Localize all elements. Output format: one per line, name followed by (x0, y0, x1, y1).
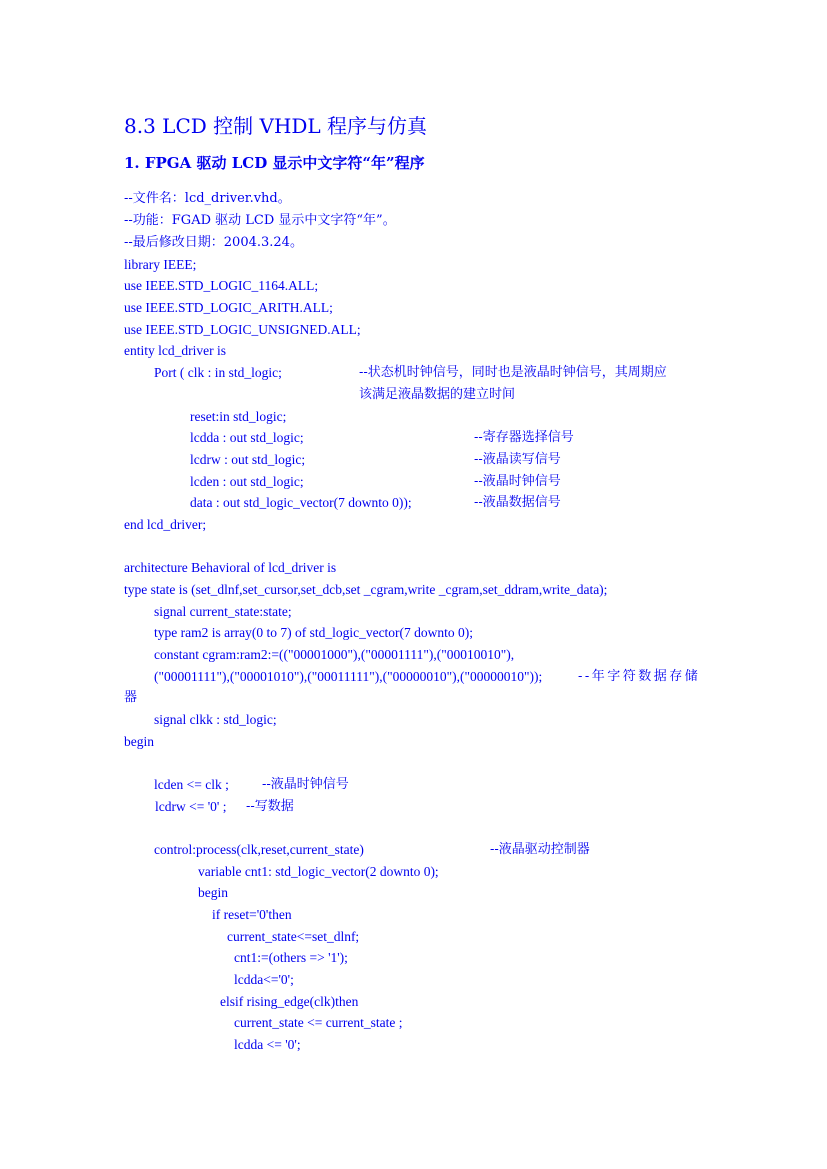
code-comment: --液晶读写信号 (474, 452, 561, 467)
code-line: lcdda<='0'; (234, 972, 294, 987)
code-line: type ram2 is array(0 to 7) of std_logic_vector(7 downto 0); (154, 625, 474, 640)
code-line: current_state <= current_state ; (234, 1015, 403, 1030)
code-line: reset:in std_logic; (190, 409, 287, 424)
code-line: library IEEE; (124, 257, 197, 272)
code-line: cnt1:=(others => '1'); (234, 950, 348, 965)
code-line: ("00001111"),("00001010"),("00011111"),("00000010"),("00000010")); (154, 669, 543, 684)
code-line: data : out std_logic_vector(7 downto 0)); (190, 495, 412, 510)
comment-function: --功能：FGAD 驱动 LCD 显示中文字符“年”。 (124, 213, 396, 228)
code-line: if reset='0'then (212, 907, 292, 922)
code-comment: --年字符数据存储 (578, 669, 701, 684)
code-line: lcden : out std_logic; (190, 474, 304, 489)
code-line: signal current_state:state; (154, 604, 292, 619)
comment-date: --最后修改日期：2004.3.24。 (124, 235, 303, 250)
code-line: lcdrw <= '0' ; (155, 799, 227, 814)
code-line: begin (124, 734, 154, 749)
code-comment: --液晶时钟信号 (474, 474, 561, 489)
code-line: begin (198, 885, 228, 900)
code-line: elsif rising_edge(clk)then (220, 994, 359, 1009)
code-line: use IEEE.STD_LOGIC_ARITH.ALL; (124, 300, 333, 315)
code-line: lcdrw : out std_logic; (190, 452, 306, 467)
code-line: architecture Behavioral of lcd_driver is (124, 560, 337, 575)
code-line: Port ( clk : in std_logic; (154, 365, 282, 380)
code-line: end lcd_driver; (124, 517, 207, 532)
code-line: use IEEE.STD_LOGIC_UNSIGNED.ALL; (124, 322, 361, 337)
code-line: control:process(clk,reset,current_state) (154, 842, 364, 857)
code-comment: --液晶驱动控制器 (490, 842, 590, 857)
code-line: signal clkk : std_logic; (154, 712, 277, 727)
program-heading: 1. FPGA 驱动 LCD 显示中文字符“年”程序 (124, 154, 425, 172)
code-comment: --寄存器选择信号 (474, 430, 574, 445)
code-line: use IEEE.STD_LOGIC_1164.ALL; (124, 278, 319, 293)
code-comment: 器 (124, 690, 138, 705)
code-comment: --写数据 (246, 799, 294, 814)
code-comment: --液晶数据信号 (474, 495, 561, 510)
code-line: variable cnt1: std_logic_vector(2 downto 0); (198, 864, 439, 879)
code-comment: --状态机时钟信号，同时也是液晶时钟信号，其周期应 (359, 365, 667, 380)
comment-filename: --文件名：lcd_driver.vhd。 (124, 191, 291, 206)
code-line: type state is (set_dlnf,set_cursor,set_dcb,set _cgram,write _cgram,set_ddram,write_data); (124, 582, 608, 597)
code-line: constant cgram:ram2:=(("00001000"),("00001111"),("00010010"), (154, 647, 515, 662)
section-heading: 8.3 LCD 控制 VHDL 程序与仿真 (124, 114, 428, 138)
code-comment: --液晶时钟信号 (262, 777, 349, 792)
code-comment: 该满足液晶数据的建立时间 (359, 387, 516, 402)
code-line: lcden <= clk ; (154, 777, 229, 792)
code-line: current_state<=set_dlnf; (227, 929, 360, 944)
code-line: lcdda <= '0'; (234, 1037, 301, 1052)
code-line: entity lcd_driver is (124, 343, 226, 358)
code-line: lcdda : out std_logic; (190, 430, 304, 445)
